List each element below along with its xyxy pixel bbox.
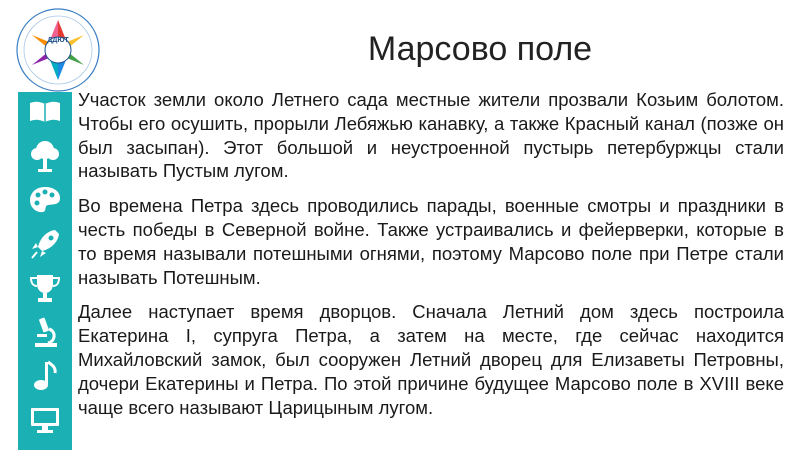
computer-icon — [18, 400, 72, 440]
book-icon — [18, 92, 72, 132]
rocket-icon — [18, 224, 72, 264]
palette-icon — [18, 180, 72, 220]
slide-body — [78, 88, 784, 430]
trophy-icon — [18, 268, 72, 308]
tree-icon — [18, 136, 72, 176]
paragraph: Далее наступает время дворцов. Сначала Летний дом здесь построила Екатерина I, супруга Петра, а затем на месте, где сейчас находится Михайловский замок, был сооружен Летний дворец для Елизаветы Петровны, дочери Екатерины и Петра. По этой причине будущее Марсово поле в XVIII веке чаще всего называют Царицыным лугом. — [78, 301, 784, 418]
logo-label: ДДЮТ — [47, 37, 69, 44]
microscope-icon — [18, 312, 72, 352]
logo — [14, 6, 102, 94]
page-title: Марсово поле — [367, 30, 593, 68]
star-logo-icon — [14, 6, 102, 94]
paragraph: Во времена Петра здесь проводились парады, военные смотры и праздники в честь победы в Северной войне. Также устраивались и фейерверки, которые в то время называли потешными огнями, поэтому Марсово поле при Петре стали называть Потешным. — [78, 195, 784, 288]
paragraph: Участок земли около Летнего сада местные жители прозвали Козьим болотом. Чтобы его осушить, прорыли Лебяжью канавку, а также Красный канал (позже он был засыпан). Этот большой и неустроенной пустырь петербуржцы стали называть Пустым лугом. — [78, 89, 784, 182]
music-note-icon — [18, 356, 72, 396]
sidebar — [18, 92, 72, 450]
